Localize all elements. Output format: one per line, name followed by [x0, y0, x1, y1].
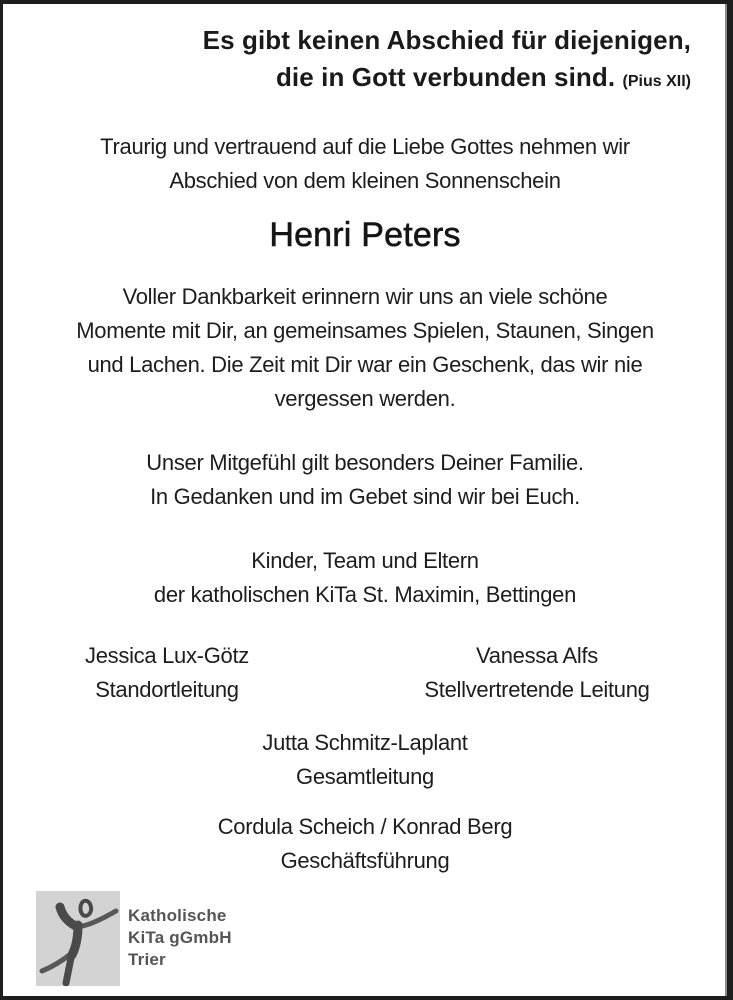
motto-line-1: Es gibt keinen Abschied für diejenigen,	[202, 25, 691, 55]
motto-quote	[203, 22, 691, 100]
sympathy-text	[3, 446, 727, 514]
logo-line-3: Trier	[128, 950, 166, 969]
signature-standortleitung	[47, 639, 287, 707]
logo-line-2: KiTa gGmbH	[128, 928, 232, 947]
obituary-notice	[3, 4, 727, 996]
organization-logo	[36, 891, 266, 986]
memory-text	[3, 280, 727, 416]
deceased-name: Henri Peters	[269, 216, 461, 254]
signature-role: Standortleitung	[95, 677, 239, 702]
signature-name: Cordula Scheich / Konrad Berg	[217, 814, 513, 839]
memory-line-4: vergessen werden.	[274, 386, 456, 411]
logo-line-1: Katholische	[128, 906, 227, 925]
intro-line-2: Abschied von dem kleinen Sonnenschein	[169, 168, 561, 193]
dancing-child-figure-icon	[36, 891, 120, 986]
signature-geschaeftsfuehrung	[3, 810, 727, 878]
motto-line-2-text: die in Gott verbunden sind.	[275, 62, 616, 92]
sympathy-line-2: In Gedanken und im Gebet sind wir bei Euch.	[150, 484, 580, 509]
sympathy-line-1: Unser Mitgefühl gilt besonders Deiner Familie.	[146, 450, 584, 475]
intro-text	[3, 130, 727, 198]
organization-name	[128, 905, 232, 971]
signature-name: Vanessa Alfs	[476, 643, 598, 668]
signature-row	[3, 639, 727, 709]
signature-role: Gesamtleitung	[296, 764, 434, 789]
sender-line-1: Kinder, Team und Eltern	[251, 548, 479, 573]
signature-name: Jessica Lux-Götz	[85, 643, 249, 668]
sender-line-2: der katholischen KiTa St. Maximin, Bettingen	[153, 582, 577, 607]
quote-attribution: (Pius XII)	[622, 73, 691, 90]
sender-text	[3, 544, 727, 612]
motto-line-2	[203, 59, 691, 100]
signature-name: Jutta Schmitz-Laplant	[262, 730, 468, 755]
signature-gesamtleitung	[3, 726, 727, 794]
signature-role: Geschäftsführung	[280, 848, 450, 873]
memory-line-2: Momente mit Dir, an gemeinsames Spielen, Staunen, Singen	[76, 318, 654, 343]
intro-line-1: Traurig und vertrauend auf die Liebe Gottes nehmen wir	[100, 134, 630, 159]
memory-line-1: Voller Dankbarkeit erinnern wir uns an viele schöne	[122, 284, 608, 309]
signature-role: Stellvertretende Leitung	[424, 677, 650, 702]
signature-stellvertretung	[389, 639, 685, 707]
memory-line-3: und Lachen. Die Zeit mit Dir war ein Geschenk, das wir nie	[87, 352, 643, 377]
